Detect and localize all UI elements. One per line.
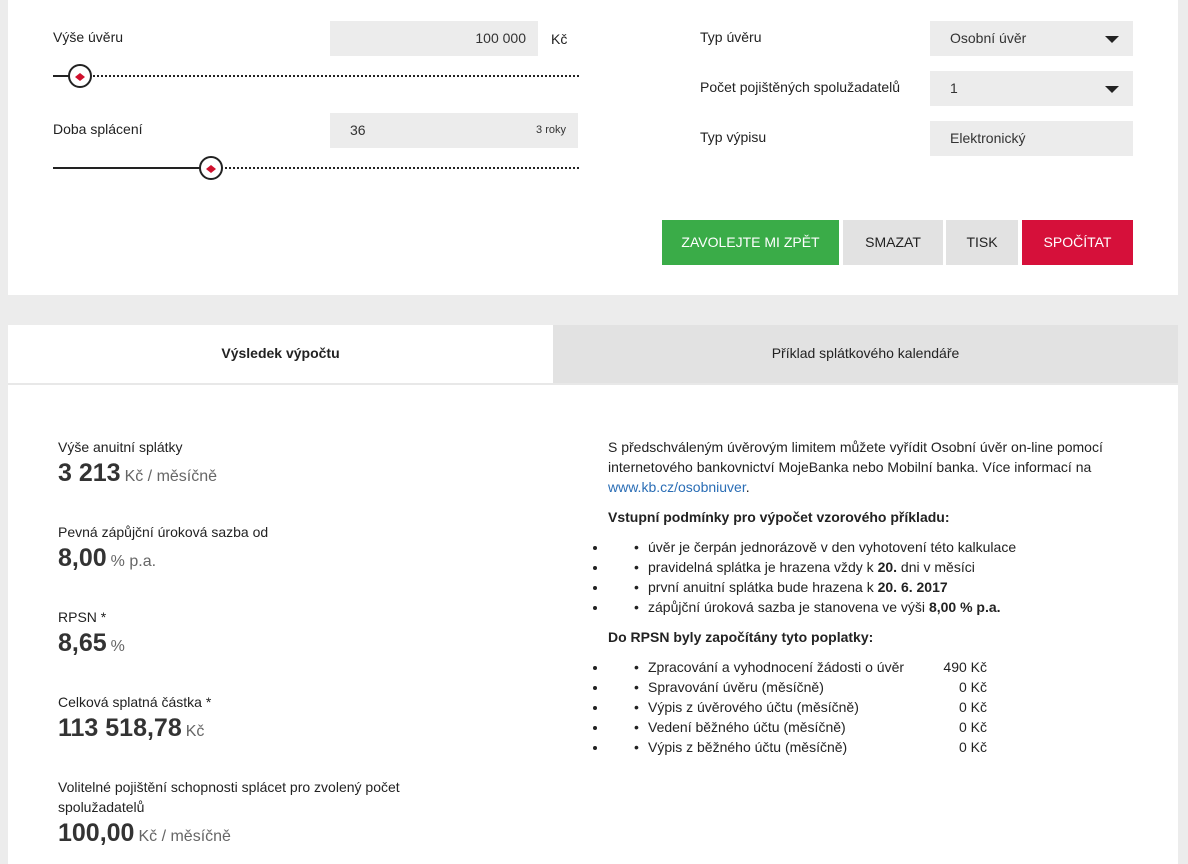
result-tabs: [8, 325, 1178, 383]
condition-text: úvěr je čerpán jednorázově v den vyhotovení této kalkulace: [648, 539, 1017, 555]
fee-name: Výpis z běžného účtu (měsíčně): [648, 739, 848, 755]
loan-type-value: Osobní úvěr: [950, 30, 1027, 46]
info-intro-end: .: [745, 479, 750, 495]
installment-value: [58, 459, 217, 488]
insured-value: 1: [950, 80, 958, 96]
rate-amount: 8,00: [58, 544, 107, 572]
tab-calendar[interactable]: Příklad splátkového kalendáře: [553, 325, 1178, 383]
term-label: Doba splácení: [53, 121, 143, 137]
fees-title: Do RPSN byly započítány tyto poplatky:: [608, 629, 874, 645]
term-slider-handle[interactable]: [199, 156, 223, 180]
condition-text: dni v měsíci: [897, 559, 975, 575]
result-panel: [8, 383, 1178, 864]
callback-button[interactable]: ZAVOLEJTE MI ZPĚT: [662, 220, 839, 265]
rpsn-unit: %: [110, 638, 125, 655]
insurance-label: Volitelné pojištění schopnosti splácet pro zvolený počet spolužadatelů: [58, 779, 400, 815]
amount-slider[interactable]: [53, 64, 579, 88]
installment-label: Výše anuitní splátky: [58, 439, 183, 455]
calculator-form: [8, 0, 1178, 295]
statement-label: Typ výpisu: [700, 129, 767, 145]
rate-label: Pevná zápůjční úroková sazba od: [58, 524, 269, 540]
fee-row: [608, 677, 1108, 697]
statement-field: Elektronický: [930, 121, 1133, 156]
fee-amount: 0 Kč: [958, 699, 987, 715]
total-value: [58, 714, 204, 743]
insurance-amount: 100,00: [58, 819, 135, 847]
term-value: 36: [350, 122, 366, 138]
fee-name: Vedení běžného účtu (měsíčně): [648, 719, 846, 735]
insurance-value: [58, 819, 231, 848]
fee-amount: 0 Kč: [958, 719, 987, 735]
term-slider-fill: [53, 167, 211, 169]
loan-type-select[interactable]: [930, 21, 1133, 56]
fees-list: [608, 657, 1108, 757]
calculate-button[interactable]: SPOČÍTAT: [1022, 220, 1133, 265]
fee-amount: 490 Kč: [943, 659, 987, 675]
amount-slider-handle[interactable]: [68, 64, 92, 88]
total-amount: 113 518,78: [58, 714, 182, 742]
total-label: Celková splatná částka *: [58, 694, 212, 710]
rate-unit: % p.a.: [110, 553, 157, 570]
fee-name: Výpis z úvěrového účtu (měsíčně): [648, 699, 859, 715]
fee-name: Spravování úvěru (měsíčně): [648, 679, 824, 695]
insured-select[interactable]: [930, 71, 1133, 106]
fee-name: Zpracování a vyhodnocení žádosti o úvěr: [648, 659, 905, 675]
fee-row: [608, 717, 1108, 737]
fee-row: [608, 657, 1108, 677]
conditions-title: Vstupní podmínky pro výpočet vzorového příkladu:: [608, 509, 950, 525]
term-input[interactable]: [330, 113, 578, 148]
fee-row: [608, 697, 1108, 717]
chevron-down-icon: [1105, 86, 1119, 93]
fee-amount: 0 Kč: [958, 739, 987, 755]
list-item: [608, 577, 1108, 597]
amount-unit: Kč: [551, 31, 568, 47]
condition-text: pravidelná splátka je hrazena vždy k: [648, 559, 878, 575]
insured-label: Počet pojištěných spolužadatelů: [700, 79, 901, 95]
amount-input[interactable]: 100 000: [330, 21, 538, 56]
info-intro: [608, 437, 1108, 497]
rpsn-value: [58, 629, 125, 658]
installment-amount: 3 213: [58, 459, 121, 487]
condition-text: zápůjční úroková sazba je stanovena ve výši: [648, 599, 929, 615]
term-hint: 3 roky: [536, 124, 566, 136]
conditions-list: [608, 537, 1108, 617]
print-button[interactable]: TISK: [946, 220, 1018, 265]
list-item: [608, 557, 1108, 577]
list-item: [608, 597, 1108, 617]
condition-bold: 20.: [877, 559, 898, 575]
tab-result[interactable]: Výsledek výpočtu: [8, 325, 553, 383]
rpsn-amount: 8,65: [58, 629, 107, 657]
list-item: [608, 537, 1108, 557]
condition-text: první anuitní splátka bude hrazena k: [648, 579, 878, 595]
fee-amount: 0 Kč: [958, 679, 987, 695]
fee-row: [608, 737, 1108, 757]
rpsn-label: RPSN *: [58, 609, 107, 625]
amount-slider-track: [53, 75, 579, 77]
insurance-unit: Kč / měsíčně: [138, 828, 231, 845]
clear-button[interactable]: SMAZAT: [843, 220, 943, 265]
amount-label: Výše úvěru: [53, 29, 124, 45]
chevron-down-icon: [1105, 36, 1119, 43]
condition-bold: 20. 6. 2017: [877, 579, 948, 595]
condition-bold: 8,00 % p.a.: [928, 599, 1001, 615]
term-slider[interactable]: [53, 156, 579, 180]
total-unit: Kč: [185, 723, 205, 740]
loan-type-label: Typ úvěru: [700, 29, 762, 45]
info-intro-text: S předschváleným úvěrovým limitem můžete vyřídit Osobní úvěr on-line pomocí internetového bankovnictví MojeBanka nebo Mobilní banka. Více informací na: [608, 439, 1103, 475]
rate-value: [58, 544, 156, 573]
installment-unit: Kč / měsíčně: [124, 468, 218, 485]
info-link[interactable]: www.kb.cz/osobniuver: [608, 479, 746, 495]
